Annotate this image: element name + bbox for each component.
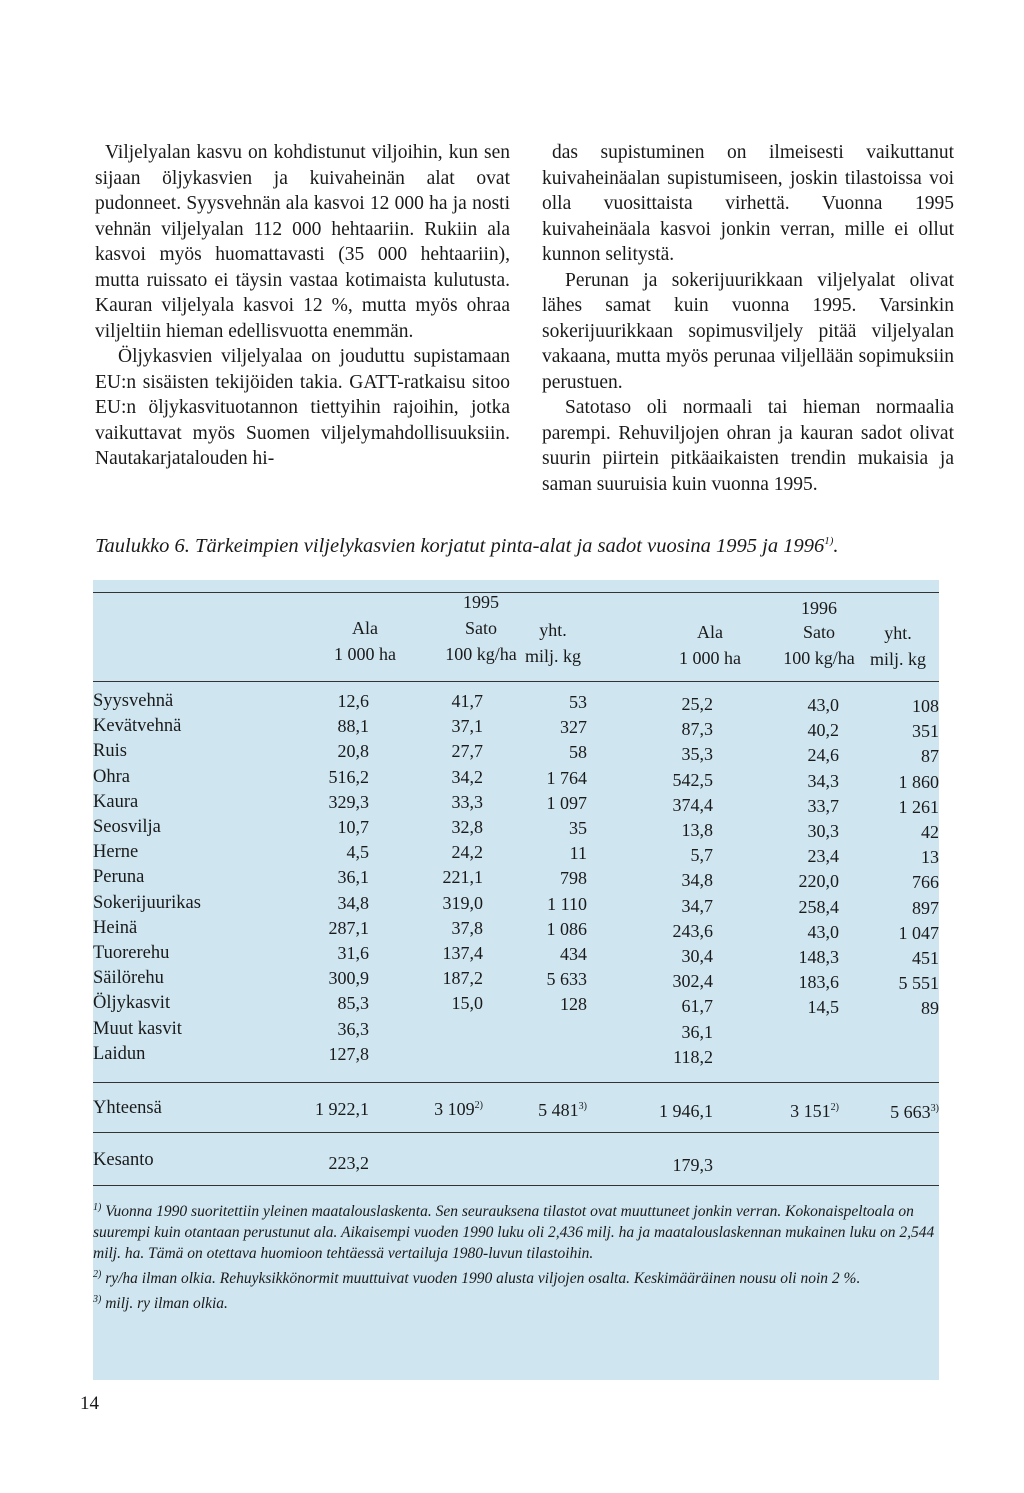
paragraph: Viljelyalan kasvu on kohdistunut viljoihin, kun sen sijaan öljykasvien ja kuivaheinän alat ovat pudonneet. Syysvehnän ala kasvoi 12 000 ha ja nosti vehnän viljelyalan 112 000 hehtaariin. Rukiin ala kasvoi myös huomattavasti (35 000 hehtaariin), mutta ruissato ei täysin vastaa kotimaista kulutusta. Kauran viljelyala kasvoi 12 %, mutta myös ohraa viljeltiin hieman edellisvuotta enemmän. — [95, 142, 510, 342]
table-cell-a96: 25,2 — [681, 694, 713, 714]
row-label: Ohra — [93, 766, 130, 787]
table-cell-a96: 243,6 — [672, 920, 713, 941]
table-cell-s96: 33,7 — [807, 795, 839, 816]
table-cell-s96: 220,0 — [798, 871, 839, 892]
row-label-total: Yhteensä — [93, 1098, 162, 1118]
table-cell-s96: 183,6 — [798, 972, 839, 993]
row-label: Seosvilja — [93, 817, 161, 837]
total-sato-1996 — [790, 1101, 839, 1122]
row-label: Kaura — [93, 791, 139, 812]
unit-ala-1995: 1 000 ha — [334, 644, 396, 664]
row-label: Öljykasvit — [93, 993, 171, 1014]
table-cell-y95: 1 110 — [547, 893, 587, 914]
total-yht-1995 — [538, 1100, 587, 1121]
year-1996-header: 1996 — [801, 598, 837, 618]
table-cell-y95: 128 — [560, 994, 587, 1015]
unit-sato-1996: 100 kg/ha — [783, 648, 855, 668]
table-cell-a95: 10,7 — [337, 817, 369, 837]
total-ala-1996: 1 946,1 — [659, 1101, 713, 1121]
row-label: Laidun — [93, 1043, 146, 1064]
table-cell-a95: 287,1 — [328, 917, 369, 938]
table-cell-a95: 300,9 — [328, 968, 369, 989]
table-cell-s95: 41,7 — [451, 691, 483, 711]
table-cell-s96: 23,4 — [807, 846, 839, 867]
unit-yht-1996: milj. kg — [869, 649, 926, 669]
row-label: Tuorerehu — [93, 943, 170, 963]
body-column-right — [542, 140, 954, 497]
table-cell-a96: 87,3 — [681, 719, 713, 740]
table-cell-y95: 53 — [569, 692, 587, 712]
caption-footnote-mark: 1) — [824, 535, 834, 548]
footnote-text: milj. ry ilman olkia. — [105, 1295, 228, 1313]
table-cell-s95: 137,4 — [442, 943, 483, 963]
total-bottom-rule — [93, 1132, 939, 1133]
table-cell-s96: 148,3 — [798, 947, 839, 967]
header-rule — [93, 681, 939, 682]
table-cell-a95: 20,8 — [337, 741, 369, 762]
row-label: Muut kasvit — [93, 1018, 182, 1039]
footnote-2 — [93, 1264, 938, 1289]
footnote-mark: 2) — [830, 1102, 839, 1113]
caption-tail: . — [833, 535, 839, 557]
crop-table — [93, 580, 939, 1380]
table-cell-a96: 35,3 — [681, 744, 713, 765]
table-cell-a95: 12,6 — [337, 691, 369, 711]
table-cell-y96: 108 — [912, 696, 939, 716]
table-cell-y96: 89 — [921, 998, 939, 1019]
fallow-ala-1996: 179,3 — [672, 1155, 713, 1175]
total-top-rule — [93, 1082, 939, 1083]
table-cell-a95: 127,8 — [328, 1043, 369, 1064]
fallow-ala-1995: 223,2 — [328, 1153, 369, 1173]
table-cell-y96: 351 — [912, 721, 939, 742]
table-cell-y95: 327 — [560, 717, 587, 738]
table-cell-y95: 35 — [569, 818, 587, 838]
ala-1996-header: Ala — [697, 622, 723, 642]
table-cell-y95: 58 — [569, 742, 587, 763]
unit-yht-1995: milj. kg — [524, 646, 581, 666]
footnote-mark: 3) — [930, 1103, 939, 1114]
row-label: Ruis — [93, 741, 127, 762]
table-cell-y95: 11 — [569, 843, 587, 864]
row-label: Heinä — [93, 917, 138, 938]
table-cell-y95: 5 633 — [546, 969, 587, 990]
table-cell-s96: 34,3 — [807, 770, 839, 791]
row-label: Säilörehu — [93, 968, 164, 989]
table-cell-a95: 34,8 — [337, 892, 369, 913]
total-sato-1995-value: 3 109 — [434, 1099, 475, 1119]
footnote-3 — [93, 1289, 938, 1314]
table-cell-a96: 34,7 — [681, 895, 713, 916]
table-cell-s95: 221,1 — [442, 867, 483, 888]
ala-1995-header: Ala — [352, 618, 378, 638]
table-cell-a95: 516,2 — [328, 766, 369, 787]
table-cell-a96: 36,1 — [681, 1021, 713, 1042]
row-label: Peruna — [93, 867, 145, 888]
footnote-text: ry/ha ilman olkia. Rehuyksikkönormit muuttuivat vuoden 1990 alusta viljojen osalta. Keskimääräinen nousu oli noin 2 %. — [105, 1270, 861, 1288]
year-1995-header: 1995 — [463, 592, 499, 612]
table-cell-s95: 24,2 — [451, 842, 483, 863]
body-column-left — [95, 140, 510, 472]
table-cell-a96: 34,8 — [681, 870, 713, 891]
table-cell-a95: 36,3 — [337, 1018, 369, 1039]
table-cell-a96: 374,4 — [672, 794, 713, 815]
table-cell-s95: 37,1 — [451, 716, 483, 737]
table-cell-a95: 85,3 — [337, 993, 369, 1014]
table-cell-y96: 1 860 — [898, 771, 939, 792]
total-yht-1996-value: 5 663 — [890, 1102, 931, 1122]
table-cell-a96: 118,2 — [673, 1046, 713, 1067]
table-cell-y95: 434 — [560, 944, 587, 964]
paragraph: Satotaso oli normaali tai hieman normaalia parempi. Rehuviljojen ohran ja kauran sadot olivat suurin piirtein pitkäaikaisten trendin mukaisia ja saman suuruisia kuin vuonna 1995. — [542, 397, 954, 495]
table-cell-y96: 766 — [912, 872, 939, 893]
yht-1996-header: yht. — [884, 623, 912, 643]
footnote-mark: 1) — [93, 1202, 102, 1213]
sato-1995-header: Sato — [464, 618, 497, 638]
table-cell-y96: 897 — [912, 897, 939, 918]
sato-1996-header: Sato — [802, 622, 835, 642]
paragraph: das supistuminen on ilmeisesti vaikuttanut kuivaheinäalan supistumiseen, joskin tilastoissa voi olla vuosittaista virhettä. Vuonna 1995 kuivaheinäala kasvoi jonkin verran, mille ei ollut kunnon selitystä. — [542, 142, 954, 265]
table-cell-s96: 14,5 — [807, 997, 839, 1018]
table-cell-a96: 542,5 — [672, 769, 713, 790]
table-cell-s96: 258,4 — [798, 896, 839, 917]
table-cell-y96: 1 047 — [898, 922, 939, 943]
total-ala-1995: 1 922,1 — [315, 1099, 369, 1119]
row-label: Sokerijuurikas — [93, 892, 201, 913]
footnote-mark: 2) — [474, 1100, 483, 1111]
table-cell-s96: 40,2 — [807, 720, 839, 741]
table-cell-s95: 32,8 — [451, 817, 483, 837]
total-yht-1995-value: 5 481 — [538, 1100, 579, 1120]
page-number: 14 — [80, 1393, 99, 1414]
table-cell-y95: 1 086 — [546, 918, 587, 939]
total-sato-1996-value: 3 151 — [790, 1101, 831, 1121]
footnote-mark: 2) — [93, 1269, 102, 1281]
table-caption — [95, 535, 955, 558]
table-cell-s95: 27,7 — [451, 741, 483, 762]
footnotes — [93, 1197, 938, 1314]
paragraph: Öljykasvien viljelyalaa on jouduttu supistamaan EU:n sisäisten tekijöiden takia. GATT-ratkaisu sitoo EU:n öljykasvituotannon tiettyihin rajoihin, jotka vaikuttavat myös Suomen viljelymahdollisuuksiin. Nautakarjatalouden hi- — [95, 346, 510, 469]
fallow-bottom-rule — [93, 1185, 939, 1186]
paragraph: Perunan ja sokerijuurikkaan viljelyalat olivat lähes samat kuin vuonna 1995. Varsinkin sokerijuurikkaan sopimusviljely pitää viljelyalan vakaana, mutta myös perunaa viljellään sopimuksiin perustuen. — [542, 269, 954, 393]
table-cell-y96: 13 — [921, 847, 939, 868]
footnote-text: Vuonna 1990 suoritettiin yleinen maatalouslaskenta. Sen seurauksena tilastot ovat muuttuneet jonkin verran. Kokonaispeltoala on suurempi kuin otantaan perustunut ala. Aikaisempi vuoden 1990 luku oli 2,436 milj. ha ja maatalouslaskennan mukainen luku on 2,544 milj. ha. Tämä on otettava huomioon tehtäessä vertailuja 1980-luvun tilastoihin. — [93, 1203, 935, 1263]
table-cell-s95: 37,8 — [451, 917, 483, 938]
table-cell-a96: 13,8 — [681, 820, 713, 840]
row-label: Kevätvehnä — [93, 716, 182, 737]
table-cell-s95: 34,2 — [451, 766, 483, 787]
table-cell-a95: 36,1 — [337, 867, 369, 888]
table-cell-s95: 187,2 — [442, 968, 483, 989]
total-sato-1995 — [434, 1099, 483, 1120]
table-cell-s95: 319,0 — [442, 892, 483, 913]
table-caption-text: Taulukko 6. Tärkeimpien viljelykasvien korjatut pinta-alat ja sadot vuosina 1995 ja 1996 — [95, 535, 825, 557]
table-cell-y95: 1 097 — [546, 792, 587, 813]
table-cell-y96: 87 — [921, 746, 939, 767]
table-cell-s96: 30,3 — [807, 821, 839, 841]
table-cell-a96: 30,4 — [681, 946, 713, 966]
table-cell-s96: 24,6 — [807, 745, 839, 766]
table-cell-a96: 61,7 — [681, 996, 713, 1017]
table-cell-a95: 329,3 — [328, 791, 369, 812]
table-cell-s95: 15,0 — [451, 993, 483, 1014]
table-cell-a95: 31,6 — [337, 943, 369, 963]
unit-ala-1996: 1 000 ha — [679, 648, 741, 668]
table-cell-s95: 33,3 — [451, 791, 483, 812]
table-cell-a95: 4,5 — [346, 842, 369, 863]
table-cell-y95: 1 764 — [546, 767, 587, 788]
table-cell-s96: 43,0 — [807, 695, 839, 715]
yht-1995-header: yht. — [539, 620, 567, 640]
row-label-fallow: Kesanto — [93, 1150, 154, 1170]
row-label: Syysvehnä — [93, 691, 174, 711]
footnote-mark: 3) — [93, 1294, 102, 1306]
footnote-1 — [93, 1197, 938, 1264]
table-cell-a95: 88,1 — [337, 716, 369, 737]
table-cell-y95: 798 — [560, 868, 587, 889]
table-cell-y96: 1 261 — [898, 796, 939, 817]
table-cell-y96: 42 — [921, 822, 939, 842]
footnote-mark: 3) — [578, 1101, 587, 1112]
table-cell-y96: 451 — [912, 948, 939, 968]
total-yht-1996 — [890, 1102, 939, 1123]
table-cell-a96: 5,7 — [690, 845, 713, 866]
table-cell-y96: 5 551 — [898, 973, 939, 994]
unit-sato-1995: 100 kg/ha — [445, 644, 517, 664]
table-cell-a96: 302,4 — [672, 971, 713, 992]
row-label: Herne — [93, 842, 139, 863]
table-cell-s96: 43,0 — [807, 921, 839, 942]
